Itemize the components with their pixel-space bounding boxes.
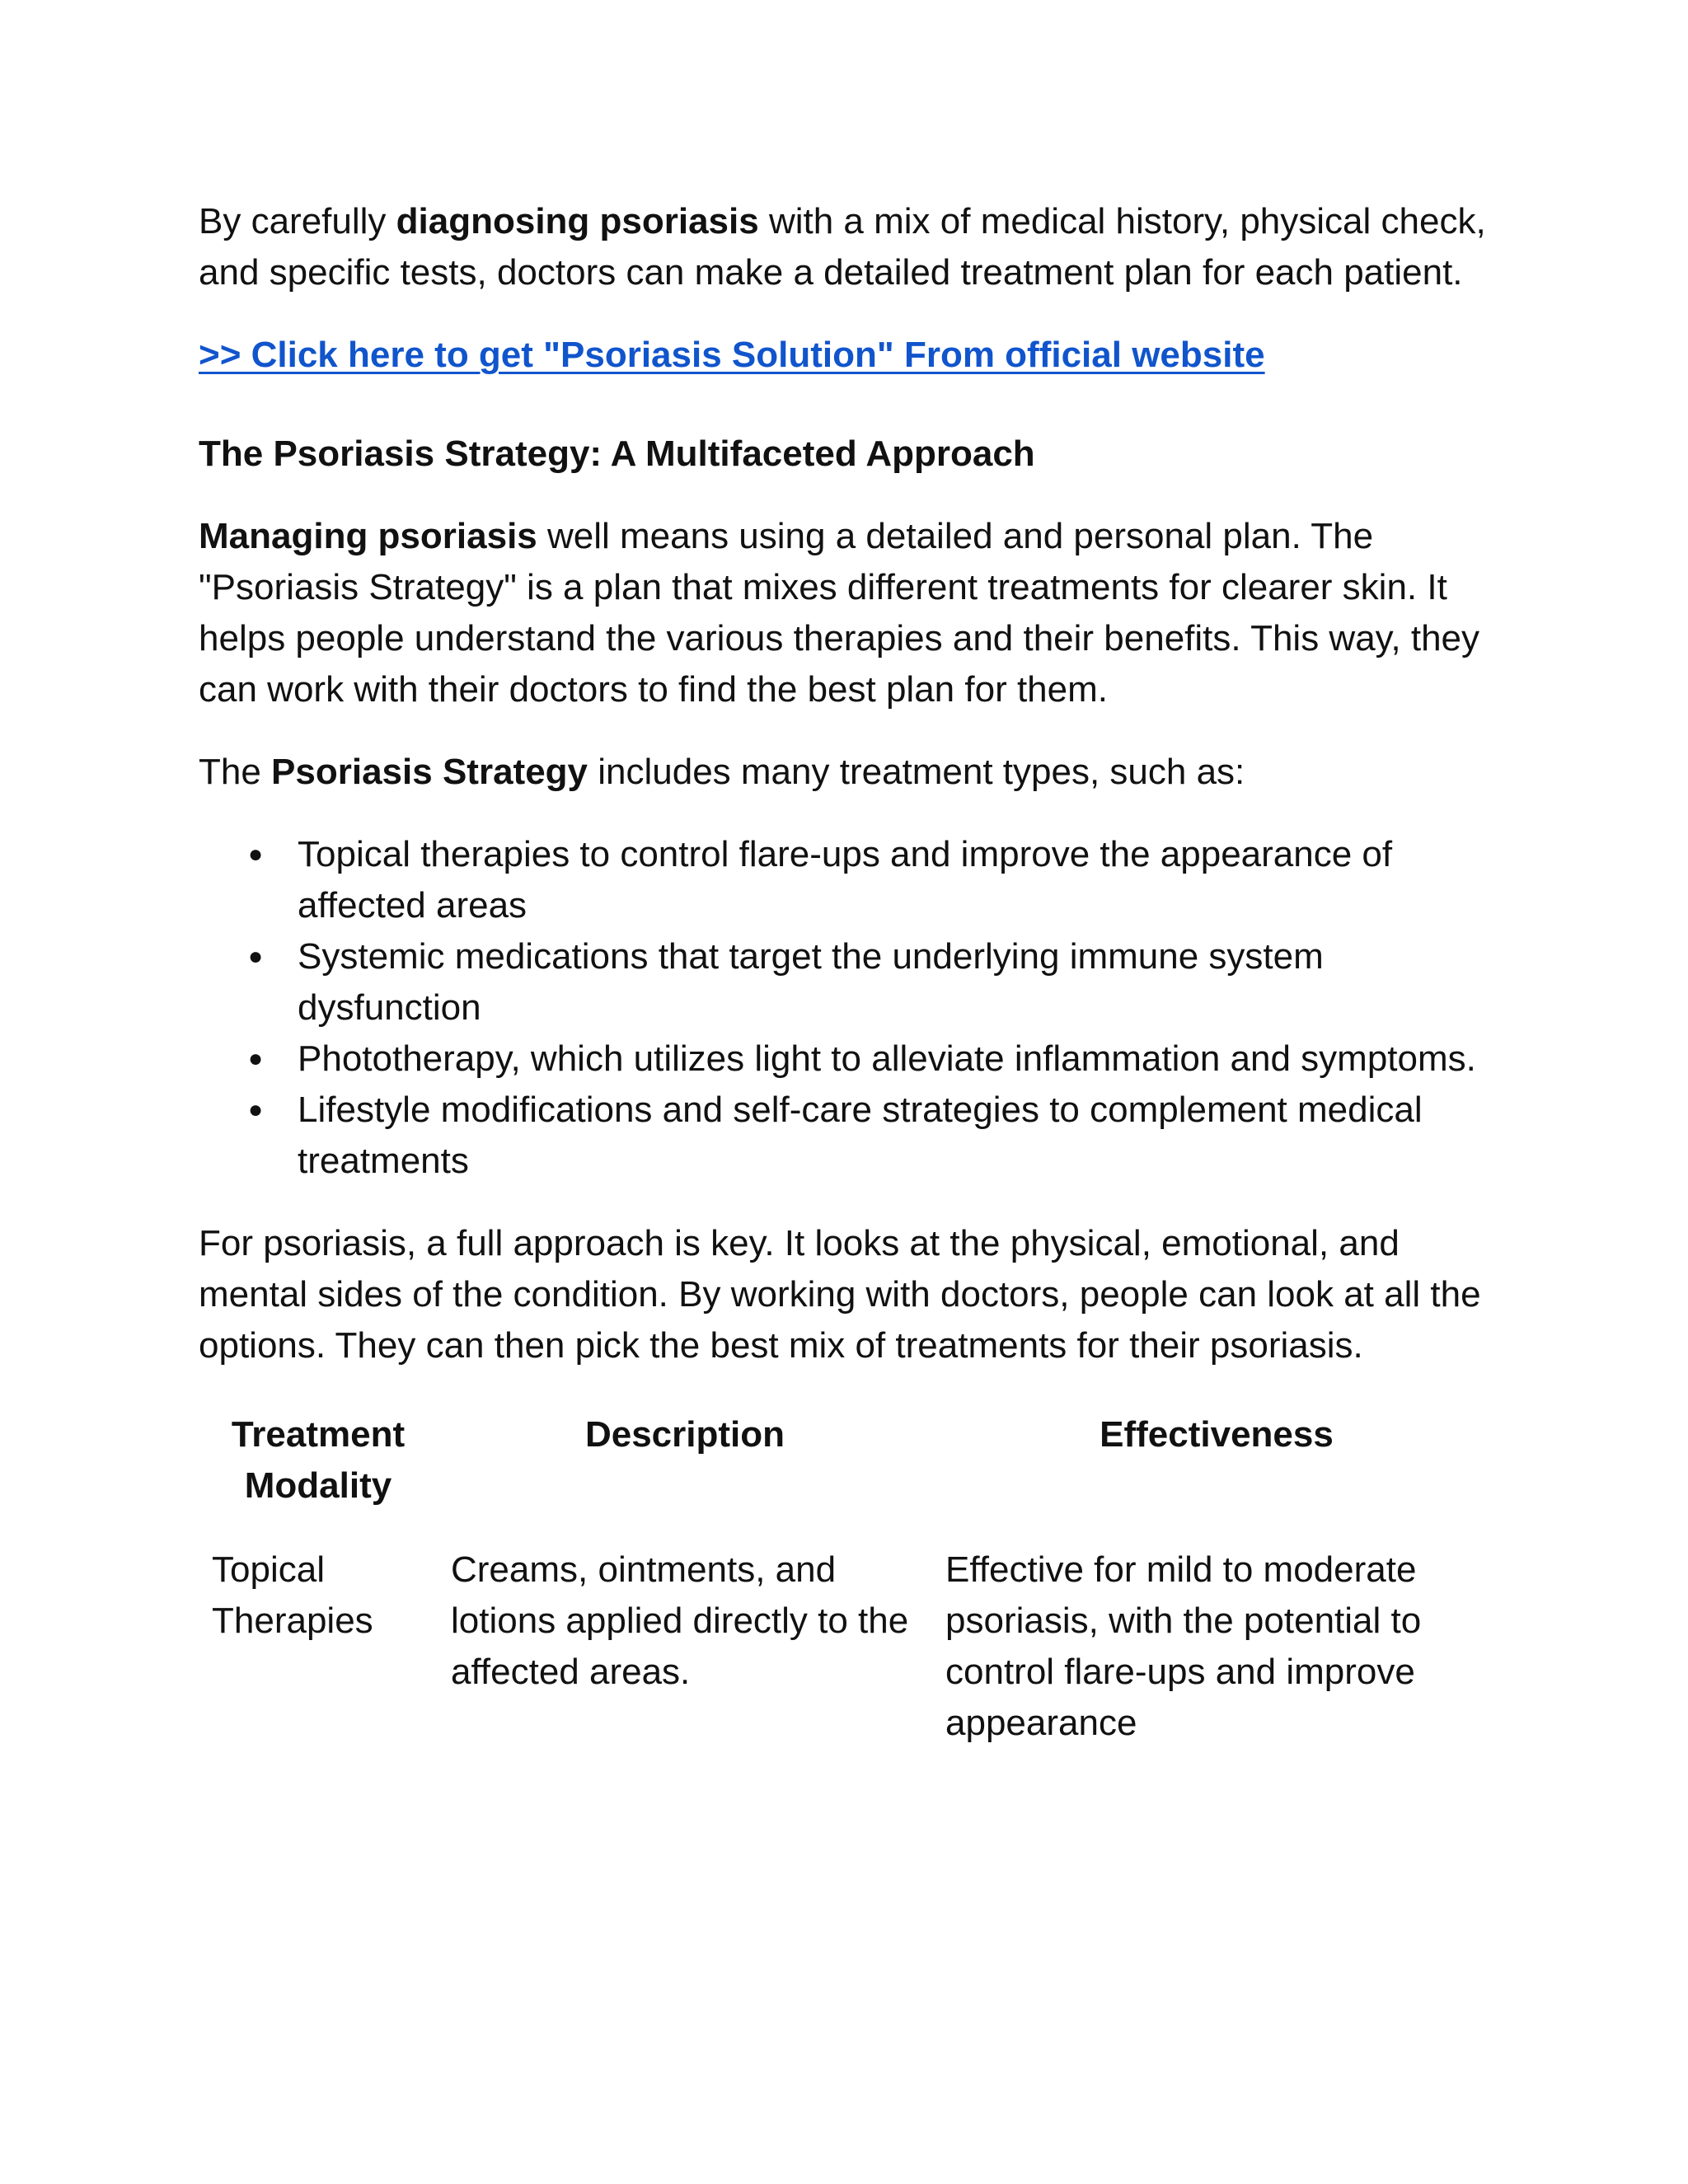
list-item [199,1085,1501,1187]
managing-paragraph [199,511,1501,715]
document-page [199,196,1501,1749]
includes-text-before: The [199,752,272,792]
table-header-row [199,1409,1501,1544]
cell-description: Creams, ointments, and lotions applied directly to the affected areas. [451,1549,909,1692]
managing-text: well means using a detailed and personal plan. The "Psoriasis Strategy" is a plan that mixes different treatments for clearer skin. It helps people understand the various therapies and their benefits. This way, they can work with their doctors to find the best plan for them. [199,516,1480,710]
list-item-text: Topical therapies to control flare-ups and improve the appearance of affected areas [298,834,1393,926]
bullet-icon: ● [248,1045,264,1072]
includes-bold-term: Psoriasis Strategy [271,752,588,792]
header-effectiveness: Effectiveness [1100,1414,1334,1455]
list-item-text: Lifestyle modifications and self-care strategies to complement medical treatments [298,1090,1423,1181]
cell-effectiveness: Effective for mild to moderate psoriasis, with the potential to control flare-ups and improve appearance [945,1549,1422,1743]
bullet-icon: ● [248,943,264,970]
list-item [199,1033,1501,1085]
header-description: Description [584,1414,785,1455]
intro-text-after: with a mix of medical history, physical check, and specific tests, doctors can make a detailed treatment plan for each patient. [199,201,1486,293]
header-treatment-modality: Treatment Modality [231,1414,406,1506]
treatment-type-list [199,829,1501,1187]
cell-modality: Topical Therapies [212,1549,373,1641]
table-row [199,1544,1501,1749]
intro-text-before: By carefully [199,201,396,241]
managing-bold-term: Managing psoriasis [199,516,537,556]
intro-paragraph [199,196,1501,298]
includes-paragraph [199,747,1501,798]
closing-paragraph: For psoriasis, a full approach is key. It looks at the physical, emotional, and mental sides of the condition. By working with doctors, people can look at all the options. They can then pick the best mix of treatments for their psoriasis. [199,1223,1481,1366]
section-heading: The Psoriasis Strategy: A Multifaceted Approach [199,434,1035,474]
intro-bold-term: diagnosing psoriasis [396,201,759,241]
list-item [199,829,1501,931]
bullet-icon: ● [248,1096,264,1123]
includes-text-after: includes many treatment types, such as: [588,752,1245,792]
list-item-text: Phototherapy, which utilizes light to alleviate inflammation and symptoms. [298,1038,1476,1079]
official-website-link[interactable]: >> Click here to get "Psoriasis Solution" From official website [199,335,1265,375]
treatment-table-wrapper [199,1409,1501,1749]
list-item [199,931,1501,1033]
promo-link-line [199,330,1501,381]
treatment-table [199,1409,1501,1749]
bullet-icon: ● [248,841,264,868]
list-item-text: Systemic medications that target the underlying immune system dysfunction [298,936,1324,1028]
